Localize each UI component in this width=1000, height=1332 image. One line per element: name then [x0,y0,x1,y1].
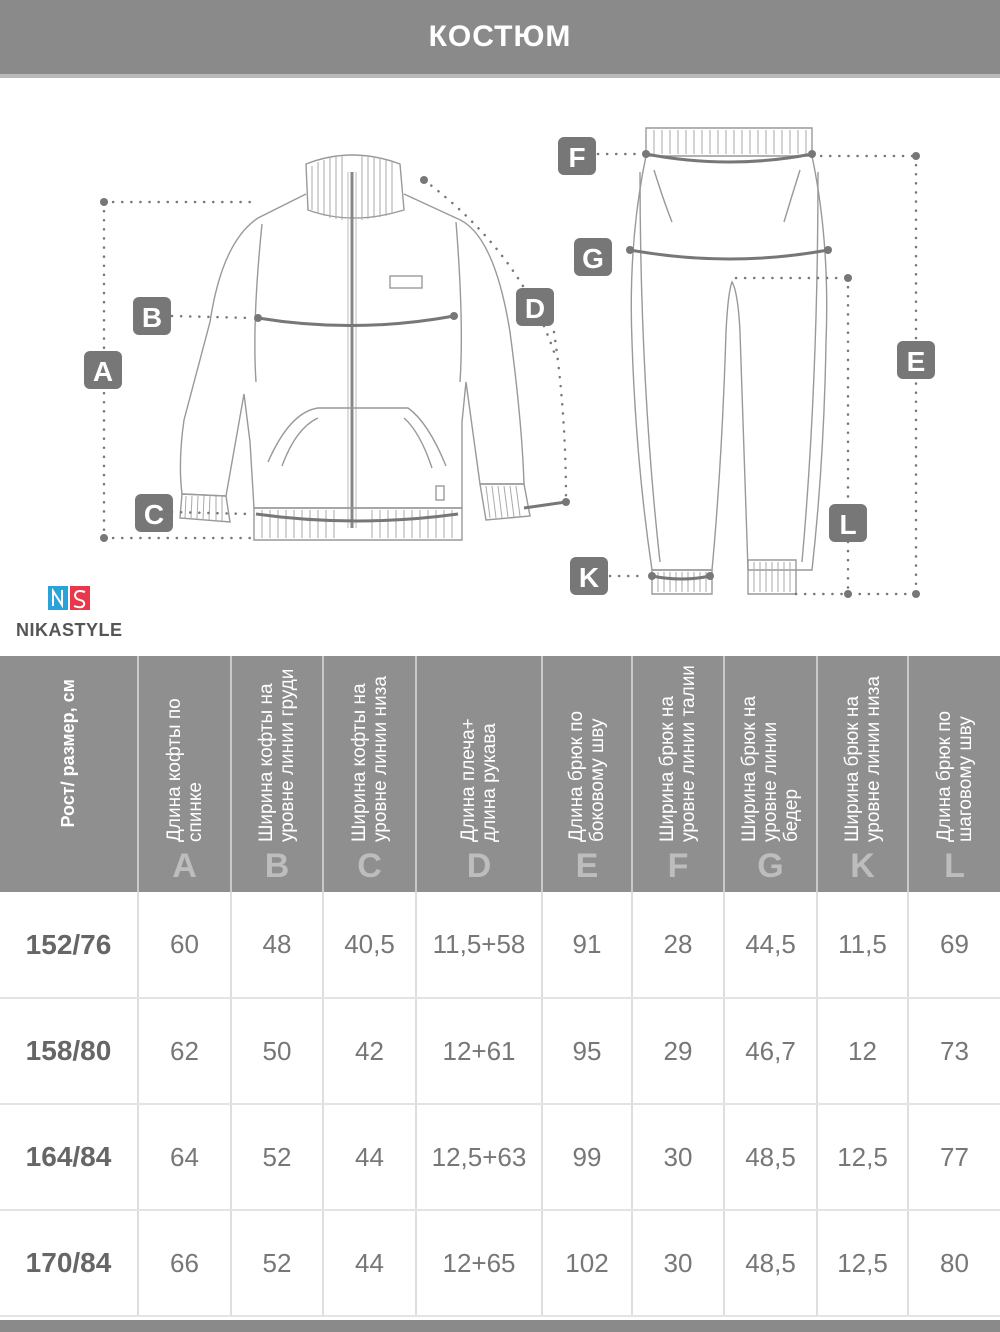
header-size: Рост/ размер, см [0,656,138,892]
pants-drawing [631,128,826,594]
brand-logo [14,584,134,644]
size-cell: 158/80 [0,998,138,1104]
svg-text:C: C [143,499,165,530]
value-cell: 64 [138,1104,231,1210]
size-table [0,656,1000,1317]
value-cell: 44,5 [724,892,817,998]
value-cell: 50 [231,998,323,1104]
title-bar [0,0,1000,78]
header-D: Длина плеча+ длина рукава D [416,656,542,892]
header-A: Длина кофты по спинке A [138,656,231,892]
value-cell: 52 [231,1104,323,1210]
size-cell: 152/76 [0,892,138,998]
value-cell: 66 [138,1210,231,1316]
brand-logo-icon [48,584,92,614]
header-L: Длина брюк по шаговому шву L [908,656,1000,892]
svg-text:E: E [906,346,926,377]
header-B: Ширина кофты на уровне линии груди B [231,656,323,892]
value-cell: 12 [817,998,908,1104]
header-C: Ширина кофты на уровне линии низа C [323,656,416,892]
svg-text:L: L [839,509,857,540]
size-cell: 170/84 [0,1210,138,1316]
label-E [897,341,935,379]
value-cell: 102 [542,1210,632,1316]
value-cell: 12,5+63 [416,1104,542,1210]
garment-diagram [0,82,1000,652]
svg-text:D: D [524,293,546,324]
value-cell: 73 [908,998,1000,1104]
label-B [133,297,171,335]
header-K: Ширина брюк на уровне линии низа K [817,656,908,892]
value-cell: 62 [138,998,231,1104]
size-cell: 164/84 [0,1104,138,1210]
value-cell: 11,5+58 [416,892,542,998]
svg-text:G: G [582,243,604,274]
label-A [84,351,122,389]
value-cell: 42 [323,998,416,1104]
value-cell: 99 [542,1104,632,1210]
header-F: Ширина брюк на уровне линии талии F [632,656,724,892]
value-cell: 77 [908,1104,1000,1210]
value-cell: 52 [231,1210,323,1316]
value-cell: 12+61 [416,998,542,1104]
value-cell: 46,7 [724,998,817,1104]
label-G [574,238,612,276]
table-row [0,892,1000,998]
label-D [516,288,554,326]
brand-name: NIKASTYLE [16,620,123,640]
value-cell: 69 [908,892,1000,998]
header-G: Ширина брюк на уровне линии бедер G [724,656,817,892]
label-K [570,557,608,595]
value-cell: 60 [138,892,231,998]
label-F [558,137,596,175]
value-cell: 12,5 [817,1210,908,1316]
value-cell: 44 [323,1210,416,1316]
value-cell: 30 [632,1210,724,1316]
value-cell: 11,5 [817,892,908,998]
jacket-measurements [100,176,570,542]
table-row [0,1210,1000,1316]
jacket-drawing [180,155,530,540]
value-cell: 28 [632,892,724,998]
label-C [135,494,173,532]
value-cell: 48 [231,892,323,998]
label-L [829,504,867,542]
svg-text:F: F [568,142,586,173]
value-cell: 40,5 [323,892,416,998]
value-cell: 30 [632,1104,724,1210]
value-cell: 95 [542,998,632,1104]
value-cell: 12+65 [416,1210,542,1316]
value-cell: 12,5 [817,1104,908,1210]
value-cell: 80 [908,1210,1000,1316]
table-row [0,1104,1000,1210]
value-cell: 29 [632,998,724,1104]
bottom-bar [0,1320,1000,1332]
value-cell: 44 [323,1104,416,1210]
table-row [0,998,1000,1104]
svg-text:B: B [141,302,163,333]
header-E: Длина брюк по боковому шву E [542,656,632,892]
value-cell: 48,5 [724,1104,817,1210]
table-header-row [0,656,1000,892]
value-cell: 91 [542,892,632,998]
svg-text:A: A [92,356,114,387]
page-title: КОСТЮМ [428,20,572,53]
svg-text:K: K [578,562,600,593]
value-cell: 48,5 [724,1210,817,1316]
